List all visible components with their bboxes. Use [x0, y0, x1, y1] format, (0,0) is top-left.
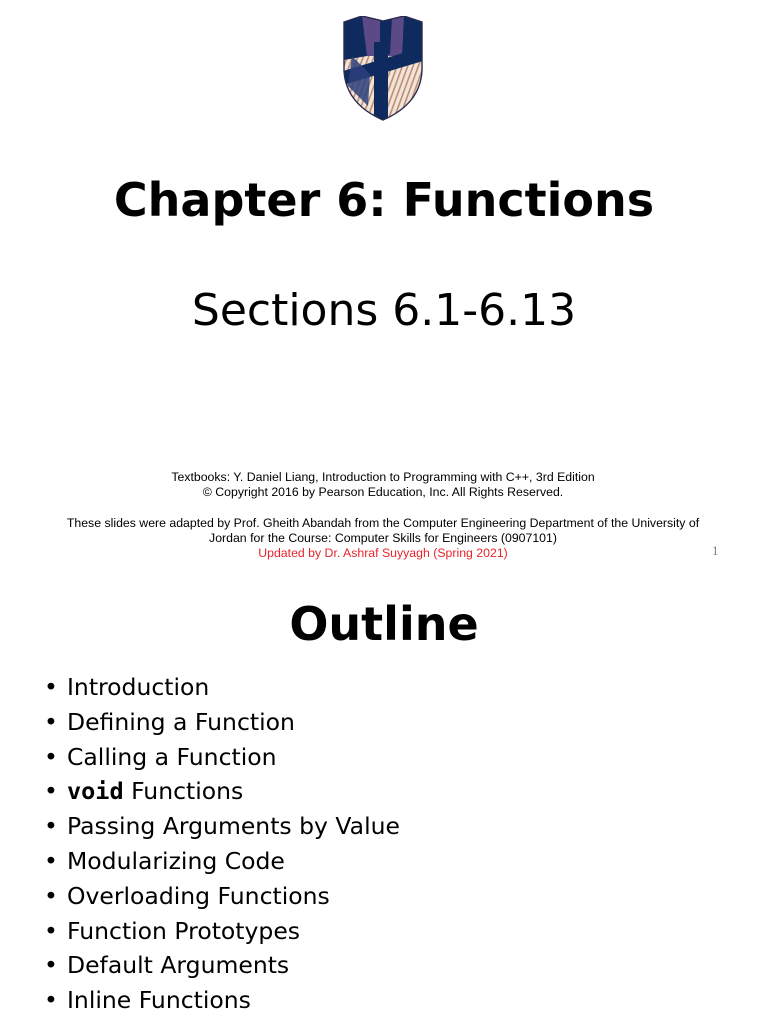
bullet-icon: • [44, 777, 58, 806]
outline-item [44, 844, 400, 879]
update-line: Updated by Dr. Ashraf Suyyagh (Spring 2021) [258, 546, 508, 561]
sections-subtitle: Sections 6.1‑6.13 [191, 285, 577, 336]
adaptation-line: These slides were adapted by Prof. Gheith Abandah from the Computer Engineering Department of the University of Jordan for the Course: Computer Skills for Engineers (0907101) [66, 515, 700, 545]
outline-item-label: Overloading Functions [67, 881, 330, 910]
outline-list [44, 670, 400, 1018]
bullet-icon: • [44, 812, 58, 841]
outline-item [44, 774, 400, 809]
credits-block [50, 470, 716, 561]
outline-item-label: Functions [123, 777, 244, 806]
bullet-icon: • [44, 986, 58, 1015]
bullet-icon: • [44, 673, 58, 701]
outline-item [44, 809, 400, 844]
bullet-icon: • [44, 742, 58, 771]
outline-item [44, 879, 400, 914]
outline-item-label: Modularizing Code [67, 846, 285, 875]
bullet-icon: • [44, 707, 58, 736]
bullet-icon: • [44, 881, 58, 910]
outline-title: Outline [289, 597, 479, 651]
outline-item-label: Passing Arguments by Value [67, 812, 400, 841]
copyright-line: © Copyright 2016 by Pearson Education, Inc. All Rights Reserved. [202, 485, 564, 500]
page-number: 1 [712, 543, 719, 558]
outline-item-label: Function Prototypes [67, 916, 301, 945]
outline-item [44, 740, 400, 775]
bullet-icon: • [44, 916, 58, 945]
outline-item [44, 948, 400, 983]
outline-item [44, 914, 400, 949]
outline-item-label: Calling a Function [67, 742, 277, 771]
outline-item-label: Inline Functions [67, 986, 251, 1015]
chapter-title: Chapter 6: Functions [113, 173, 655, 227]
outline-item [44, 983, 400, 1018]
code-keyword: void [67, 777, 124, 806]
outline-item [44, 705, 400, 740]
bullet-icon: • [44, 951, 58, 980]
outline-item-label: Introduction [67, 673, 210, 701]
bullet-icon: • [44, 846, 58, 875]
outline-item [44, 670, 400, 705]
textbook-line: Textbooks: Y. Daniel Liang, Introduction to Programming with C++, 3rd Edition [171, 470, 595, 484]
university-shield-icon [340, 16, 426, 122]
outline-item-label: Defining a Function [67, 707, 295, 736]
slide-2 [0, 572, 768, 1024]
outline-item-label: Default Arguments [67, 951, 290, 980]
